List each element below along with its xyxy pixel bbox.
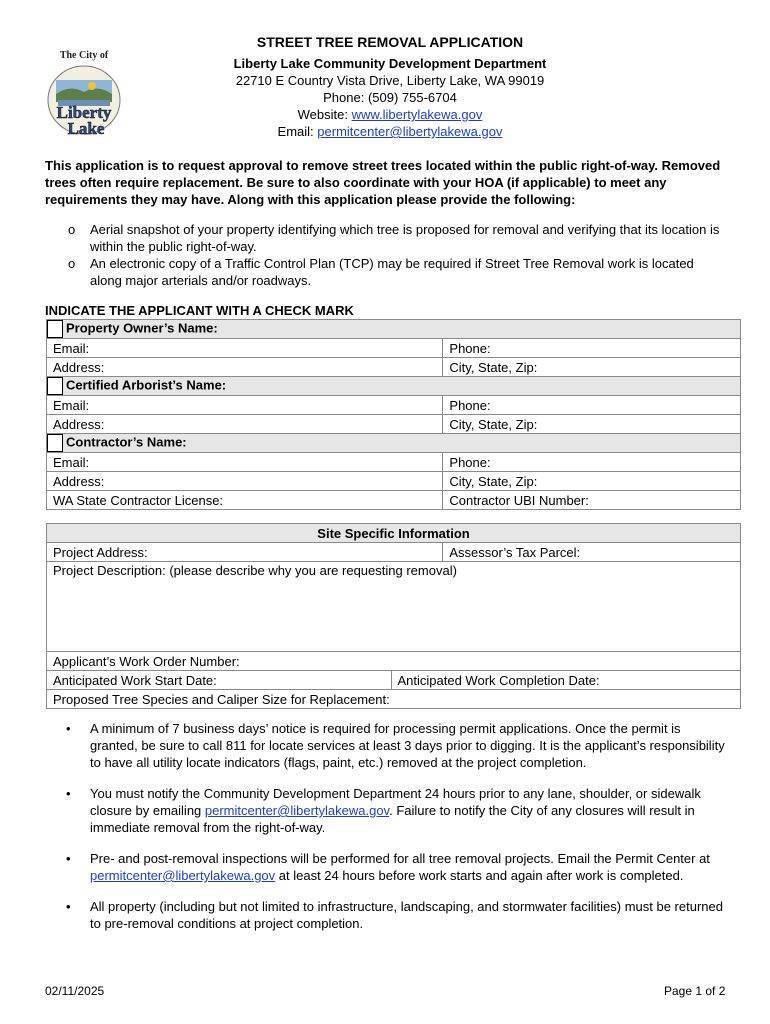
contractor-phone-field[interactable]: Phone:: [443, 453, 741, 472]
circle-bullet-icon: o: [68, 256, 76, 271]
contractor-address-field[interactable]: Address:: [47, 472, 443, 491]
table-row: [47, 339, 741, 358]
contractor-city-field[interactable]: City, State, Zip:: [443, 472, 741, 491]
table-row: [47, 358, 741, 377]
contractor-email-field[interactable]: Email:: [47, 453, 443, 472]
list-item: • Pre- and post-removal inspections will be performed for all tree removal projects. Email the Permit Center at permitcenter@libertylakewa.gov at least 24 hours before work starts and again after work is completed.: [66, 851, 710, 883]
owner-address-field[interactable]: Address:: [47, 358, 443, 377]
list-item: • A minimum of 7 business days’ notice is required for processing permit applications. Once the permit is granted, be sure to call 811 for locate services at least 3 days prior to digging. It is the applicant’s responsibility to have all utility locate indicators (flags, paint, etc.) removed at the project completion.: [66, 721, 725, 770]
tax-parcel-field[interactable]: Assessor’s Tax Parcel:: [443, 543, 741, 562]
arborist-email-field[interactable]: Email:: [47, 396, 443, 415]
property-owner-checkbox[interactable]: [47, 320, 63, 338]
table-row: [47, 453, 741, 472]
svg-text:Lake: Lake: [67, 119, 105, 138]
circle-bullet-icon: o: [68, 222, 76, 237]
department-website: Website: www.libertylakewa.gov: [297, 107, 483, 122]
bullet-icon: •: [66, 851, 71, 866]
table-row: [47, 320, 741, 339]
owner-city-field[interactable]: City, State, Zip:: [443, 358, 741, 377]
applicant-table: [46, 319, 741, 510]
applicant-section-title: INDICATE THE APPLICANT WITH A CHECK MARK: [45, 303, 354, 318]
table-row: [47, 377, 741, 396]
arborist-phone-field[interactable]: Phone:: [443, 396, 741, 415]
arborist-city-field[interactable]: City, State, Zip:: [443, 415, 741, 434]
replacement-species-field[interactable]: Proposed Tree Species and Caliper Size for Replacement:: [47, 690, 741, 709]
document-title: STREET TREE REMOVAL APPLICATION: [256, 34, 524, 50]
list-item: o An electronic copy of a Traffic Control Plan (TCP) may be required if Street Tree Removal work is located along major arterials and/or roadways.: [68, 256, 694, 288]
department-phone: Phone: (509) 755-6704: [323, 90, 457, 105]
arborist-name-label: Certified Arborist’s Name:: [66, 377, 227, 393]
work-order-field[interactable]: Applicant’s Work Order Number:: [47, 652, 741, 671]
contractor-name-label: Contractor’s Name:: [66, 434, 187, 450]
svg-text:The City of: The City of: [59, 50, 109, 61]
email-link[interactable]: permitcenter@libertylakewa.gov: [317, 124, 503, 139]
liberty-lake-seal: [42, 44, 126, 140]
department-name: Liberty Lake Community Development Department: [233, 56, 547, 71]
table-row: [47, 543, 741, 562]
table-row: [47, 491, 741, 510]
owner-name-label: Property Owner’s Name:: [66, 320, 218, 336]
owner-email-field[interactable]: Email:: [47, 339, 443, 358]
work-completion-date-field[interactable]: Anticipated Work Completion Date:: [391, 671, 741, 690]
site-info-title: Site Specific Information: [47, 524, 741, 543]
table-row: [47, 671, 741, 690]
table-row: [47, 472, 741, 491]
contractor-ubi-field[interactable]: Contractor UBI Number:: [443, 491, 741, 510]
owner-phone-field[interactable]: Phone:: [443, 339, 741, 358]
document-header: [180, 34, 600, 140]
table-row: [47, 690, 741, 709]
bullet-icon: •: [66, 721, 71, 736]
requirements-list: [64, 221, 724, 289]
page-number: Page 1 of 2: [664, 984, 726, 998]
table-row: [47, 562, 741, 652]
table-row: [47, 396, 741, 415]
bullet-icon: •: [66, 899, 71, 914]
list-item: o Aerial snapshot of your property identifying which tree is proposed for removal and verifying that its location is within the public right-of-way.: [68, 222, 720, 254]
arborist-checkbox[interactable]: [47, 377, 63, 395]
intro-paragraph: This application is to request approval to remove street trees located within the public right-of-way. Removed trees often require replacement. Be sure to also coordinate with your HOA (if applicable) to meet any requirements they may have. Along with this application please provide the following:: [45, 158, 721, 207]
table-row: [47, 652, 741, 671]
list-item: • You must notify the Community Development Department 24 hours prior to any lane, shoulder, or sidewalk closure by emailing permitcenter@libertylakewa.gov. Failure to notify the City of any closures will result in immediate removal from the right-of-way.: [66, 786, 701, 835]
footer-date: 02/11/2025: [45, 984, 105, 998]
email-link[interactable]: permitcenter@libertylakewa.gov: [204, 803, 390, 818]
department-email: Email: permitcenter@libertylakewa.gov: [277, 124, 503, 139]
city-logo: [42, 44, 126, 140]
project-address-field[interactable]: Project Address:: [47, 543, 443, 562]
table-row: [47, 434, 741, 453]
table-row: [47, 415, 741, 434]
contractor-license-field[interactable]: WA State Contractor License:: [47, 491, 443, 510]
svg-text:Liberty: Liberty: [56, 103, 112, 122]
email-link[interactable]: permitcenter@libertylakewa.gov: [90, 868, 276, 883]
site-info-table: [46, 523, 741, 709]
contractor-checkbox[interactable]: [47, 434, 63, 452]
list-item: • All property (including but not limited to infrastructure, landscaping, and stormwater facilities) must be returned to pre-removal conditions at project completion.: [66, 899, 723, 931]
bullet-icon: •: [66, 786, 71, 801]
arborist-address-field[interactable]: Address:: [47, 415, 443, 434]
website-link[interactable]: www.libertylakewa.gov: [351, 107, 483, 122]
notes-list: [64, 720, 729, 946]
project-description-field[interactable]: Project Description: (please describe why you are requesting removal): [47, 562, 741, 652]
department-address: 22710 E Country Vista Drive, Liberty Lake, WA 99019: [235, 73, 545, 88]
table-row: [47, 524, 741, 543]
work-start-date-field[interactable]: Anticipated Work Start Date:: [47, 671, 392, 690]
